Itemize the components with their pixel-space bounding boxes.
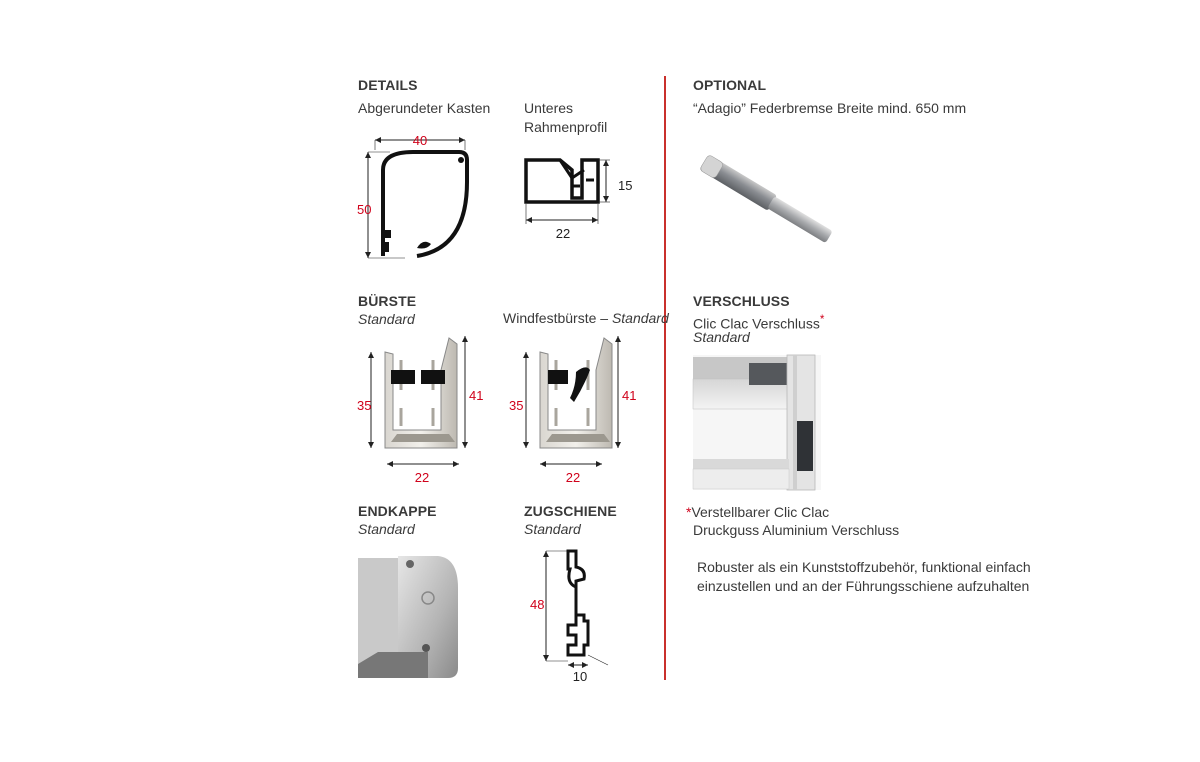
- kasten-drawing: [355, 130, 475, 265]
- windfest-caption-text: Windfestbürste –: [503, 310, 612, 326]
- verschluss-caption-text: Clic Clac Verschluss: [693, 315, 820, 332]
- note-line1-text: Verstellbarer Clic Clac: [691, 504, 830, 520]
- buerste-right-w: 22: [565, 470, 581, 485]
- endkappe-image: [358, 548, 458, 680]
- profil-caption-line1: Unteres: [524, 100, 574, 116]
- note-asterisk: *: [686, 504, 692, 520]
- profil-height-label: 15: [618, 178, 633, 193]
- verschluss-asterisk: *: [819, 313, 825, 326]
- note-line2: Druckguss Aluminium Verschluss: [693, 522, 900, 538]
- buerste-right-h2: 41: [622, 388, 637, 403]
- optional-heading: OPTIONAL: [693, 77, 767, 93]
- verschluss-subtitle: Standard: [693, 329, 750, 345]
- rahmenprofil-drawing: [520, 150, 640, 245]
- adagio-brake-image: [690, 148, 840, 243]
- kasten-width-label: 40: [412, 133, 428, 148]
- details-heading: DETAILS: [358, 77, 418, 93]
- buerste-heading: BÜRSTE: [358, 293, 417, 309]
- profil-caption-line2: Rahmenprofil: [524, 119, 608, 135]
- endkappe-subtitle: Standard: [358, 521, 415, 537]
- buerste-subtitle: Standard: [358, 311, 415, 327]
- verschluss-heading: VERSCHLUSS: [693, 293, 790, 309]
- kasten-height-label: 50: [357, 202, 372, 217]
- note-line1: [686, 503, 829, 522]
- note-desc1: Robuster als ein Kunststoffzubehör, funktional einfach: [697, 559, 1031, 575]
- zugschiene-height-label: 48: [530, 597, 545, 612]
- zugschiene-heading: ZUGSCHIENE: [524, 503, 617, 519]
- windfest-caption: [503, 309, 669, 328]
- buerste-standard-drawing: [355, 330, 490, 485]
- buerste-left-w: 22: [414, 470, 430, 485]
- zugschiene-subtitle: Standard: [524, 521, 581, 537]
- clic-clac-image: [693, 355, 821, 490]
- note-desc2: einzustellen und an der Führungsschiene aufzuhalten: [697, 578, 1030, 594]
- buerste-left-h2: 41: [469, 388, 484, 403]
- adagio-caption: “Adagio” Federbremse Breite mind. 650 mm: [693, 100, 967, 116]
- windfest-caption-standard: Standard: [611, 310, 669, 326]
- windfestbuerste-drawing: [509, 330, 655, 485]
- zugschiene-width-label: 10: [572, 669, 588, 684]
- buerste-right-h1: 35: [509, 398, 524, 413]
- buerste-left-h1: 35: [357, 398, 372, 413]
- zugschiene-drawing: [528, 545, 638, 685]
- endkappe-heading: ENDKAPPE: [358, 503, 437, 519]
- column-divider: [664, 76, 666, 680]
- kasten-caption: Abgerundeter Kasten: [358, 100, 491, 116]
- profil-width-label: 22: [555, 226, 571, 241]
